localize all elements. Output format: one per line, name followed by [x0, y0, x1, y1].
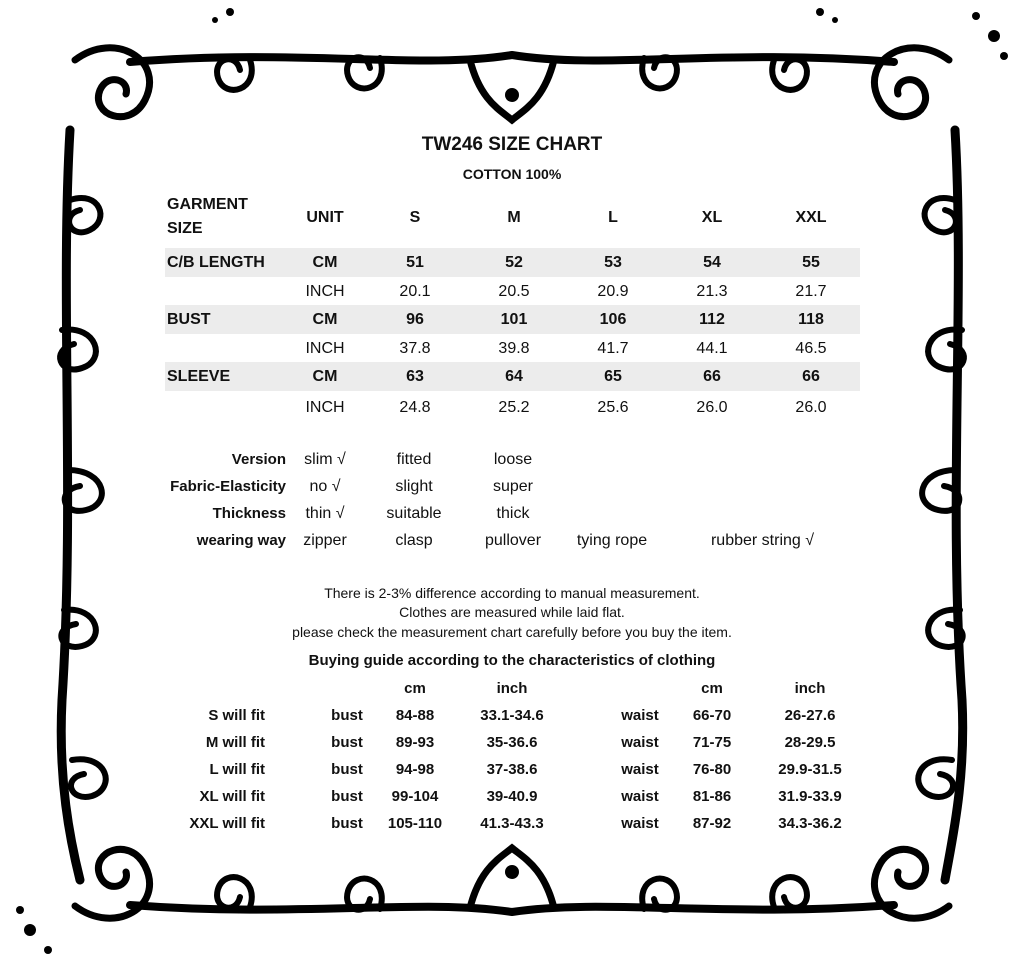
guide-size: XXL will fit — [189, 815, 265, 832]
guide-cm: 89-93 — [395, 734, 435, 751]
guide-part2: waist — [621, 761, 659, 778]
guide-col-cm2: cm — [701, 680, 723, 697]
size-header-m: M — [507, 209, 521, 226]
table-cell: 21.7 — [795, 283, 827, 300]
table-cell: 46.5 — [795, 340, 827, 357]
guide-inch: 33.1-34.6 — [480, 707, 544, 724]
guide-col-cm: cm — [404, 680, 426, 697]
guide-cm: 99-104 — [391, 788, 439, 805]
table-cell: 65 — [604, 368, 622, 385]
table-cell: 25.2 — [498, 399, 530, 416]
table-cell: 96 — [406, 311, 424, 328]
table-cell: 41.7 — [597, 340, 629, 357]
guide-inch2: 26-27.6 — [784, 707, 836, 724]
attr-label-elasticity: Fabric-Elasticity — [170, 478, 286, 495]
unit-header: UNIT — [306, 209, 344, 226]
guide-inch2: 28-29.5 — [784, 734, 836, 751]
size-header-s: S — [409, 209, 421, 226]
guide-cm2: 76-80 — [692, 761, 732, 778]
guide-inch: 35-36.6 — [486, 734, 538, 751]
unit-cm: CM — [312, 254, 338, 271]
table-cell: 37.8 — [399, 340, 431, 357]
attr-option: fitted — [396, 451, 432, 468]
table-cell: 20.1 — [399, 283, 431, 300]
table-cell: 20.9 — [597, 283, 629, 300]
table-cell: 20.5 — [498, 283, 530, 300]
guide-size: L will fit — [209, 761, 265, 778]
unit-inch: INCH — [305, 399, 345, 416]
guide-inch2: 31.9-33.9 — [778, 788, 842, 805]
note-line: Clothes are measured while laid flat. — [399, 604, 625, 620]
attr-option: loose — [493, 451, 533, 468]
table-cell: 66 — [802, 368, 820, 385]
table-cell: 24.8 — [399, 399, 431, 416]
guide-size: S will fit — [208, 707, 265, 724]
attr-option: pullover — [484, 532, 542, 549]
guide-cm2: 87-92 — [692, 815, 732, 832]
page-subtitle: COTTON 100% — [462, 166, 562, 182]
attr-option: rubber string √ — [710, 532, 815, 549]
guide-part: bust — [331, 815, 363, 832]
guide-part: bust — [331, 761, 363, 778]
guide-part: bust — [331, 788, 363, 805]
table-cell: 101 — [500, 311, 528, 328]
table-cell: 26.0 — [696, 399, 728, 416]
guide-size: XL will fit — [199, 788, 265, 805]
page-title: TW246 SIZE CHART — [421, 134, 603, 155]
guide-inch: 41.3-43.3 — [480, 815, 544, 832]
guide-cm2: 81-86 — [692, 788, 732, 805]
attr-option: suitable — [386, 505, 442, 522]
row-label-cb-length: C/B LENGTH — [167, 254, 265, 271]
guide-inch: 37-38.6 — [486, 761, 538, 778]
attr-option: thin √ — [305, 505, 345, 522]
guide-part2: waist — [621, 707, 659, 724]
table-cell: 25.6 — [597, 399, 629, 416]
attr-option: clasp — [395, 532, 433, 549]
guide-inch: 39-40.9 — [486, 788, 538, 805]
size-header-l: L — [608, 209, 618, 226]
guide-cm2: 71-75 — [692, 734, 732, 751]
attr-option: no √ — [309, 478, 341, 495]
guide-col-inch: inch — [496, 680, 528, 697]
guide-inch2: 29.9-31.5 — [778, 761, 842, 778]
size-header: SIZE — [167, 220, 203, 237]
unit-inch: INCH — [305, 340, 345, 357]
guide-part2: waist — [621, 788, 659, 805]
guide-cm: 94-98 — [395, 761, 435, 778]
note-line: please check the measurement chart carefully before you buy the item. — [292, 624, 732, 640]
guide-size: M will fit — [205, 734, 265, 751]
table-cell: 66 — [703, 368, 721, 385]
attr-option: zipper — [303, 532, 347, 549]
table-cell: 21.3 — [696, 283, 728, 300]
row-label-bust: BUST — [167, 311, 211, 328]
table-cell: 26.0 — [795, 399, 827, 416]
size-header-xl: XL — [701, 209, 723, 226]
table-cell: 52 — [505, 254, 523, 271]
table-cell: 44.1 — [696, 340, 728, 357]
guide-part: bust — [331, 707, 363, 724]
attr-label-version: Version — [231, 451, 286, 468]
row-label-sleeve: SLEEVE — [167, 368, 231, 385]
guide-part2: waist — [621, 815, 659, 832]
unit-cm: CM — [312, 311, 338, 328]
guide-part: bust — [331, 734, 363, 751]
guide-cm: 105-110 — [387, 815, 443, 832]
table-cell: 64 — [505, 368, 523, 385]
guide-col-inch2: inch — [794, 680, 826, 697]
unit-cm: CM — [312, 368, 338, 385]
attr-label-thickness: Thickness — [212, 505, 286, 522]
table-cell: 55 — [802, 254, 820, 271]
table-cell: 54 — [703, 254, 721, 271]
guide-title: Buying guide according to the characteristics of clothing — [308, 652, 716, 669]
table-cell: 106 — [599, 311, 627, 328]
guide-cm: 84-88 — [395, 707, 435, 724]
attr-option: tying rope — [576, 532, 648, 549]
table-cell: 53 — [604, 254, 622, 271]
unit-inch: INCH — [305, 283, 345, 300]
attr-option: slim √ — [304, 451, 346, 468]
attr-option: slight — [395, 478, 433, 495]
guide-cm2: 66-70 — [692, 707, 732, 724]
attr-option: thick — [496, 505, 530, 522]
note-line: There is 2-3% difference according to manual measurement. — [324, 585, 700, 601]
attr-label-wearing-way: wearing way — [196, 532, 286, 549]
attr-option: super — [492, 478, 534, 495]
table-cell: 51 — [406, 254, 424, 271]
table-cell: 112 — [699, 311, 725, 328]
table-cell: 63 — [406, 368, 424, 385]
table-cell: 118 — [798, 311, 824, 328]
guide-part2: waist — [621, 734, 659, 751]
table-cell: 39.8 — [498, 340, 530, 357]
garment-header: GARMENT — [167, 196, 248, 213]
guide-inch2: 34.3-36.2 — [778, 815, 842, 832]
size-header-xxl: XXL — [795, 209, 827, 226]
